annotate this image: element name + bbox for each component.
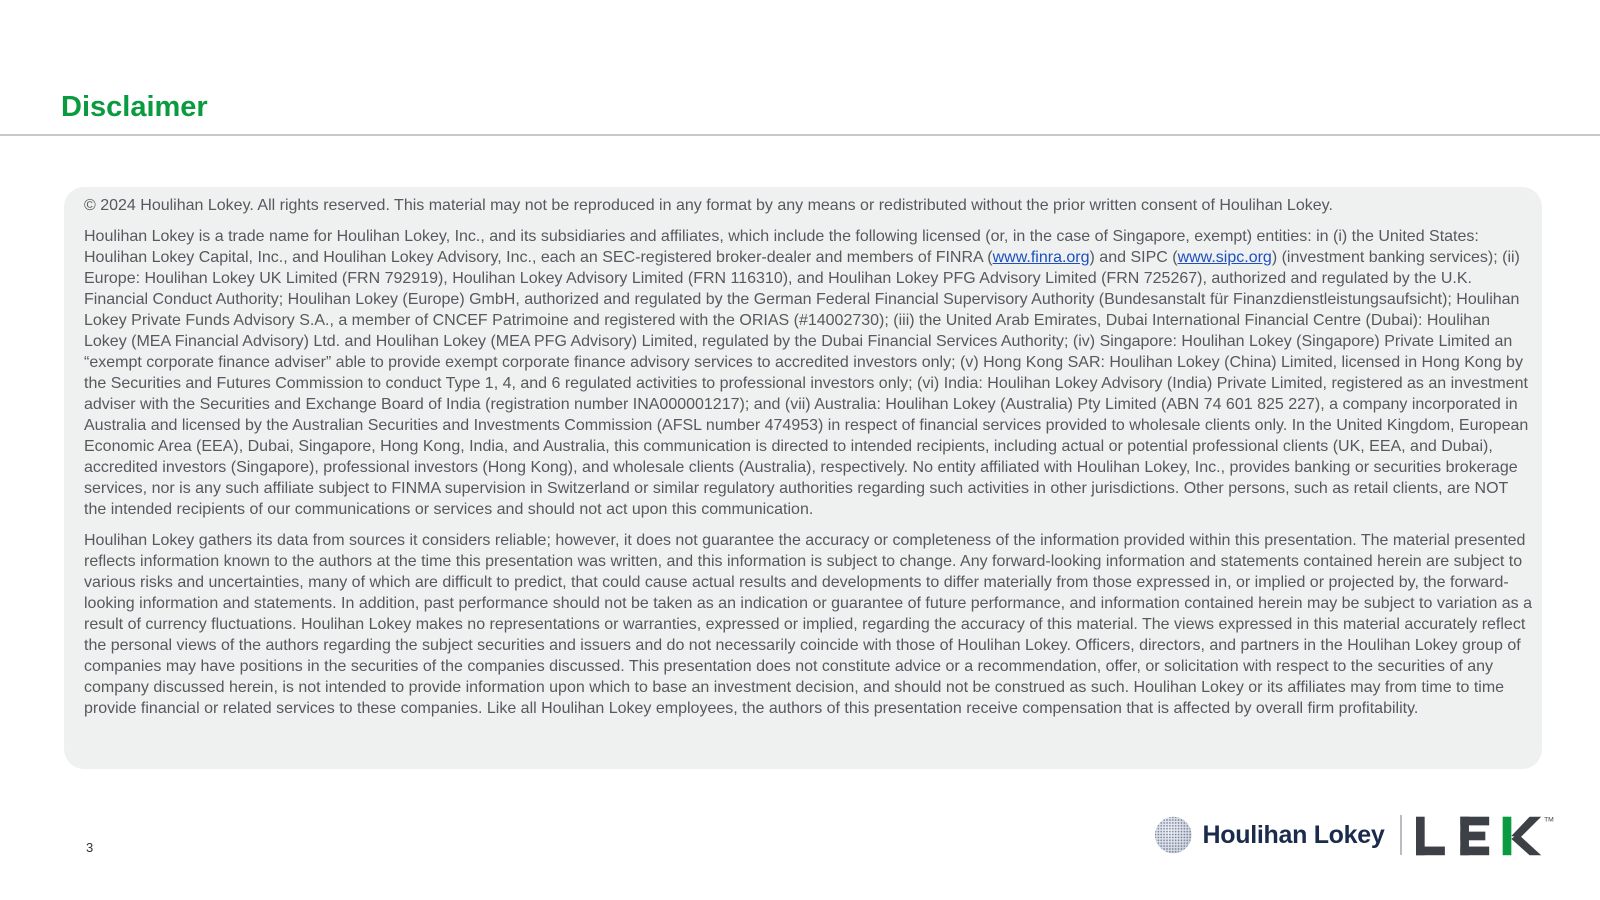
- licensing-paragraph: [84, 226, 1532, 520]
- footer-logos: [1154, 812, 1556, 858]
- title-divider: [0, 134, 1600, 136]
- data-sources-paragraph: Houlihan Lokey gathers its data from sources it considers reliable; however, it does not guarantee the accuracy or completeness of the information provided within this presentation. The material presented reflects information known to the authors at the time this presentation was written, and this information is subject to change. Any forward-looking information and statements contained herein are subject to various risks and uncertainties, many of which are difficult to predict, that could cause actual results and developments to differ materially from those expressed in, or implied or projected by, the forward-looking information and statements. In addition, past performance should not be taken as an indication or guarantee of future performance, and information contained herein may be subject to variation as a result of currency fluctuations. Houlihan Lokey makes no representations or warranties, expressed or implied, regarding the accuracy of this material. The views expressed in this material accurately reflect the personal views of the authors regarding the subject securities and issuers and do not necessarily coincide with those of Houlihan Lokey. Officers, directors, and partners in the Houlihan Lokey group of companies may have positions in the securities of the companies discussed. This presentation does not constitute advice or a recommendation, offer, or solicitation with respect to the securities of any company discussed herein, is not intended to provide information upon which to base an investment decision, and should not be construed as such. Houlihan Lokey or its affiliates may from time to time provide financial or related services to these companies. Like all Houlihan Lokey employees, the authors of this presentation receive compensation that is affected by overall firm profitability.: [84, 532, 1532, 717]
- disclaimer-panel: [64, 187, 1542, 769]
- sipc-link[interactable]: www.sipc.org: [1177, 249, 1272, 266]
- page-title: Disclaimer: [61, 91, 208, 123]
- lek-logo: [1416, 812, 1556, 858]
- houlihan-lokey-logo-text: Houlihan Lokey: [1202, 820, 1385, 849]
- page-number: 3: [86, 840, 94, 855]
- licensing-text-1: Houlihan Lokey is a trade name for Houlihan Lokey, Inc., and its subsidiaries and affiliates, which include the following licensed (or, in the case of Singapore, exempt) entities: in (i) the United States: Houlihan Lokey Capital, Inc., and Houlihan Lokey Advisory, Inc., each an SEC-registered broker-dealer and members of FINRA (: [84, 228, 1479, 266]
- copyright-paragraph: © 2024 Houlihan Lokey. All rights reserved. This material may not be reproduced in any format by any means or redistributed without the prior written consent of Houlihan Lokey.: [84, 197, 1333, 214]
- licensing-text-2: ) and SIPC (: [1089, 249, 1178, 266]
- finra-link[interactable]: www.finra.org: [992, 249, 1090, 266]
- lek-tm: TM: [1544, 816, 1555, 824]
- globe-dots-icon: [1154, 815, 1193, 855]
- logo-separator: [1400, 815, 1402, 855]
- licensing-text-3: ) (investment banking services); (ii) Europe: Houlihan Lokey UK Limited (FRN 792919), Houlihan Lokey Advisory Limited (FRN 116310), and Houlihan Lokey PFG Advisory Limited (FRN 725267), authorized and regulated by the U.K. Financial Conduct Authority; Houlihan Lokey (Europe) GmbH, authorized and regulated by the German Federal Financial Supervisory Authority (Bundesanstalt für Finanzdienstleistungsaufsicht); Houlihan Lokey Private Funds Advisory S.A., a member of CNCEF Patrimoine and registered with the ORIAS (#14002730); (iii) the United Arab Emirates, Dubai International Financial Centre (Dubai): Houlihan Lokey (MEA Financial Advisory) Ltd. and Houlihan Lokey (MEA PFG Advisory) Limited, regulated by the Dubai Financial Services Authority; (iv) Singapore: Houlihan Lokey (Singapore) Private Limited an “exempt corporate finance adviser” able to provide exempt corporate finance advisory services to accredited investors only; (v) Hong Kong SAR: Houlihan Lokey (China) Limited, licensed in Hong Kong by the Securities and Futures Commission to conduct Type 1, 4, and 6 regulated activities to professional investors only; (vi) India: Houlihan Lokey Advisory (India) Private Limited, registered as an investment adviser with the Securities and Exchange Board of India (registration number INA000001217); and (vii) Australia: Houlihan Lokey (Australia) Pty Limited (ABN 74 601 825 227), a company incorporated in Australia and licensed by the Australian Securities and Investments Commission (AFSL number 474953) in respect of financial services provided to wholesale clients only. In the United Kingdom, European Economic Area (EEA), Dubai, Singapore, Hong Kong, India, and Australia, this communication is directed to intended recipients, including actual or potential professional clients (UK, EEA, and Dubai), accredited investors (Singapore), professional investors (Hong Kong), and wholesale clients (Australia), respectively. No entity affiliated with Houlihan Lokey, Inc., provides banking or securities brokerage services, nor is any such affiliate subject to FINMA supervision in Switzerland or similar regulatory authorities regarding such activities in other jurisdictions. Other persons, such as retail clients, are NOT the intended recipients of our communications or services and should not act upon this communication.: [84, 249, 1529, 518]
